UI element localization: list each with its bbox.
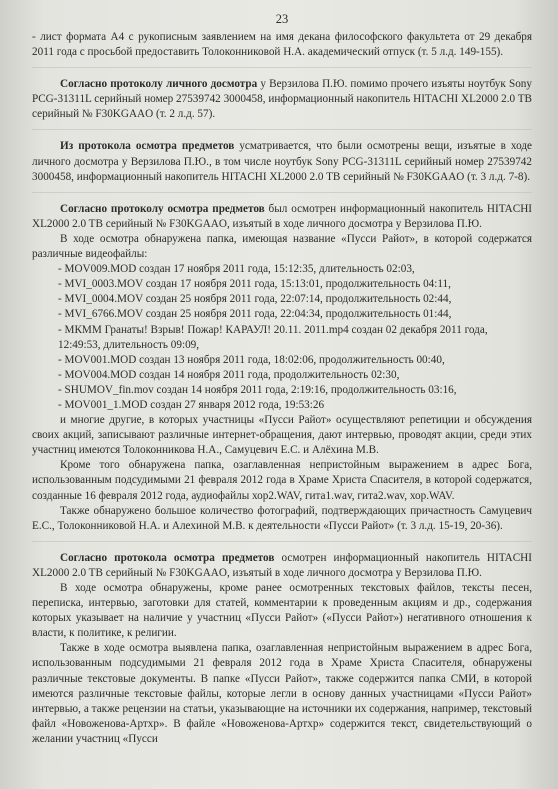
paragraph xyxy=(32,504,532,534)
paragraph-text: был осмотрен информационный накопитель HITACHI XL2000 2.0 TB серийный № F30KGAAO, изъятый в ходе личного досмотра у Верзилова П.Ю. xyxy=(32,202,533,230)
paragraph-heading: Из протокола осмотра предметов xyxy=(60,140,235,153)
page-number: 23 xyxy=(275,12,289,26)
file-list-item: - MOV001.MOD создан 13 ноября 2011 года, 18:02:06, продолжительность 00:40, xyxy=(58,353,445,366)
paragraph xyxy=(32,77,532,122)
file-list-item: - MVI_0004.MOV создан 25 ноября 2011 года, 22:07:14, продолжительность 02:44, xyxy=(58,293,452,306)
paragraph xyxy=(32,202,532,232)
paragraph xyxy=(32,458,532,503)
paragraph-text: у Верзилова П.Ю. помимо прочего изъяты ноутбук Sony PCG-31311L серийный номер 27539742 3000458, информационный накопитель HITACHI XL2000 2.0 TB серийный № F30KGAAO (т. 2 л.д. 57). xyxy=(32,78,532,121)
paragraph-text: и многие другие, в которых участницы «Пусси Райот» осуществляют репетиции и обсуждения своих акций, записывают различные интернет-обращения, дают интервью, проводят акции, среди этих участниц имеются Толоконникова Н.А., Самуцевич Е.С. и Алёхина М.В. xyxy=(32,414,532,457)
paragraph-text: Кроме того обнаружена папка, озаглавленная непристойным выражением в адрес Бога, использованным подсудимыми 21 февраля 2012 года в Храме Христа Спасителя, в которой содержатся, созданные 16 февраля 2012 года, аудиофайлы хор2.WAV, гита1.wav, гита2.wav, хор.WAV. xyxy=(32,459,532,502)
file-list-item: - MVI_0003.MOV создан 17 ноября 2011 года, 15:13:01, продолжительность 04:11, xyxy=(58,278,451,291)
paragraph-text: усматривается, что были осмотрены вещи, изъятые в ходе личного досмотра у Верзилова П.Ю., в том числе ноутбук Sony PCG-31311L серийный номер 27539742 3000458, информационный накопитель HITACHI XL2000 2.0 TB серийный № F30KGAAO (т. 3 л.д. 7-8). xyxy=(32,140,533,183)
section-divider xyxy=(32,67,532,68)
paragraph xyxy=(32,581,532,641)
file-list-item: - MOV004.MOD создан 14 ноября 2011 года, продолжительность 02:30, xyxy=(58,368,400,381)
paragraph-text: Также в ходе осмотра выявлена папка, озаглавленная непристойным выражением в адрес Бога, использованным подсудимыми 21 февраля 2012 года в Храме Христа Спасителя, обнаружены различные текстовые документы. В папке «Пусси Райот», также содержится папка СМИ, в которой имеются различные текстовые файлы, которые легли в основу данных участницами «Пусси Райот» интервью, а также рецензии на статьи, указывающие на источники их содержания, например, текстовый файл «Новоженова-Артхр». В файле «Новоженова-Артхр» содержится текст, свидетельствующий о желании участниц «Пусси xyxy=(32,642,532,745)
file-list-item: - SHUMOV_fin.mov создан 14 ноября 2011 года, 2:19:16, продолжительность 03:16, xyxy=(58,383,457,396)
paragraph xyxy=(32,551,532,581)
paragraph xyxy=(32,232,532,262)
paragraph-heading: Согласно протоколу личного досмотра xyxy=(60,78,258,91)
file-list xyxy=(32,262,532,413)
paragraph xyxy=(32,641,532,747)
file-list-item: - MOV001_1.MOD создан 27 января 2012 года, 19:53:26 xyxy=(58,398,325,411)
paragraph-text: осмотрен информационный накопитель HITACHI XL2000 2.0 TB серийный № F30KGAAO, изъятый в ходе личного досмотра у Верзилова П.Ю. xyxy=(32,551,532,579)
paragraph-text: - лист формата А4 с рукописным заявлением на имя декана философского факультета от 29 декабря 2011 года с просьбой предоставить Толоконниковой Н.А. академический отпуск (т. 5 л.д. 149-155). xyxy=(32,31,532,59)
paragraph-text: В ходе осмотра обнаружена папка, имеющая название «Пусси Райот», в которой содержатся различные видеофайлы: xyxy=(32,232,532,261)
file-list-item: - МКММ Гранаты! Взрыв! Пожар! КАРАУЛ! 20.11. 2011.mp4 создан 02 декабря 2011 года, 12:49:53, длительность 09:09, xyxy=(58,323,488,351)
paragraph xyxy=(32,413,532,458)
paragraph-text: Также обнаружено большое количество фотографий, подтверждающих причастность Самуцевич Е.С., Толоконниковой Н.А. и Алехиной М.В. к деятельности «Пусси Райот» (т. 3 л.д. 15-19, 20-36). xyxy=(32,504,532,532)
section-divider xyxy=(32,541,532,542)
paragraph-text: В ходе осмотра обнаружены, кроме ранее осмотренных текстовых файлов, тексты песен, переписка, интервью, заготовки для статей, комментарии к проведенным акциям и др., содержания которых указывает на наличие у участниц «Пусси Райот» («Пусси Райот») негативного отношения к власти, к политике, к религии. xyxy=(32,582,532,640)
paragraph-heading: Согласно протокола осмотра предметов xyxy=(60,551,275,564)
paragraph xyxy=(32,30,532,60)
document-body xyxy=(32,30,532,747)
section-divider xyxy=(32,129,532,130)
section-divider xyxy=(32,192,532,193)
file-list-item: - MVI_6766.MOV создан 25 ноября 2011 года, 22:04:34, продолжительность 01:44, xyxy=(58,308,452,321)
paragraph-heading: Согласно протоколу осмотра предметов xyxy=(60,202,265,215)
paragraph xyxy=(32,139,532,184)
file-list-item: - MOV009.MOD создан 17 ноября 2011 года, 15:12:35, длительность 02:03, xyxy=(58,263,415,276)
